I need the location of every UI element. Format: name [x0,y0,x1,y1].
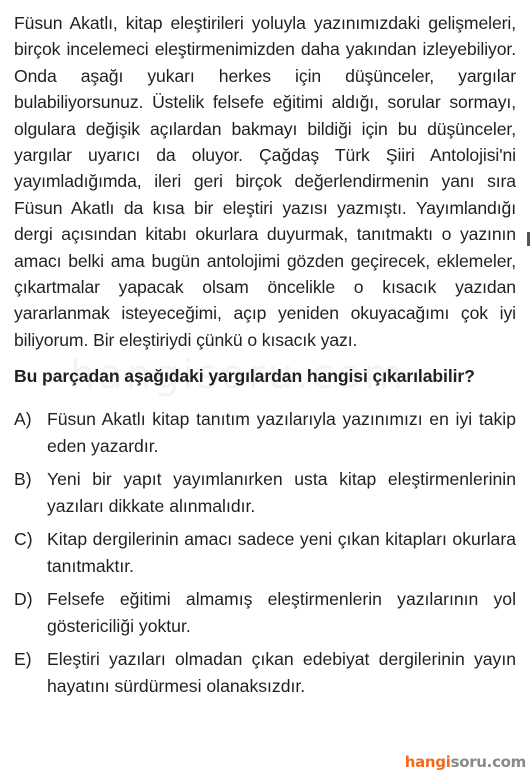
brand-logo [405,753,526,771]
brand-logo-part1: hangi [404,753,451,771]
option-text: Füsun Akatlı kitap tanıtım yazılarıyla yazınımızı en iyi takip eden yazardır. [47,408,516,456]
option-d[interactable] [14,586,516,640]
page-edge-mark [527,232,530,246]
option-text: Yeni bir yapıt yayımlanırken usta kitap eleştirmenlerinin yazıları dikkate alınmalıdır. [47,468,516,516]
option-text: Felsefe eğitimi almamış eleştirmenlerin yazılarının yol göstericiliği yoktur. [47,588,516,636]
option-letter: C) [14,528,33,549]
question-stem: Bu parçadan aşağıdaki yargılardan hangisi çıkarılabilir? [14,366,475,387]
passage-text: Füsun Akatlı, kitap eleştirileri yoluyla yazınımızdaki gelişmeleri, birçok incelemeci eleştirmenimizden daha yakından izleyebiliyor. Onda aşağı yukarı herkes için düşünceler, yargılar bulabiliyorsunuz. Üstelik felsefe eğitimi aldığı, sorular sormayı, olgulara değişik açılardan bakmayı bildiği için bu düşünceler, yargılar uyarıcı da oluyor. Çağdaş Türk Şiiri Antolojisi'ni yayımladığımda, ileri geri birçok değerlendirmenin yanı sıra Füsun Akatlı da kısa bir eleştiri yazısı yazmıştı. Yayımlandığı dergi açısından kitabı okurlara duyurmak, tanıtmaktı o yazının amacı belki ama bugün antolojimi gözden geçirecek, eklemeler, çıkartmalar yapacak olsam öncelikle o kısacık yazıdan yararlanmak isteyeceğimi, açıp yeniden okuyacağımı çok iyi biliyorum. Bir eleştiriydi çünkü o kısacık yazı. [14,13,516,350]
answer-options [14,406,516,700]
option-letter: E) [14,648,32,669]
option-text: Eleştiri yazıları olmadan çıkan edebiyat dergilerinin yayın hayatını sürdürmesi olanaksızdır. [47,648,516,696]
option-b[interactable] [14,466,516,520]
option-e[interactable] [14,646,516,700]
option-letter: A) [14,408,32,429]
brand-logo-part2: soru.com [450,753,526,771]
option-letter: D) [14,588,33,609]
option-letter: B) [14,468,32,489]
option-a[interactable] [14,406,516,460]
option-text: Kitap dergilerinin amacı sadece yeni çıkan kitapları okurlara tanıtmaktır. [47,528,516,576]
watermark [70,352,406,398]
option-c[interactable] [14,526,516,580]
